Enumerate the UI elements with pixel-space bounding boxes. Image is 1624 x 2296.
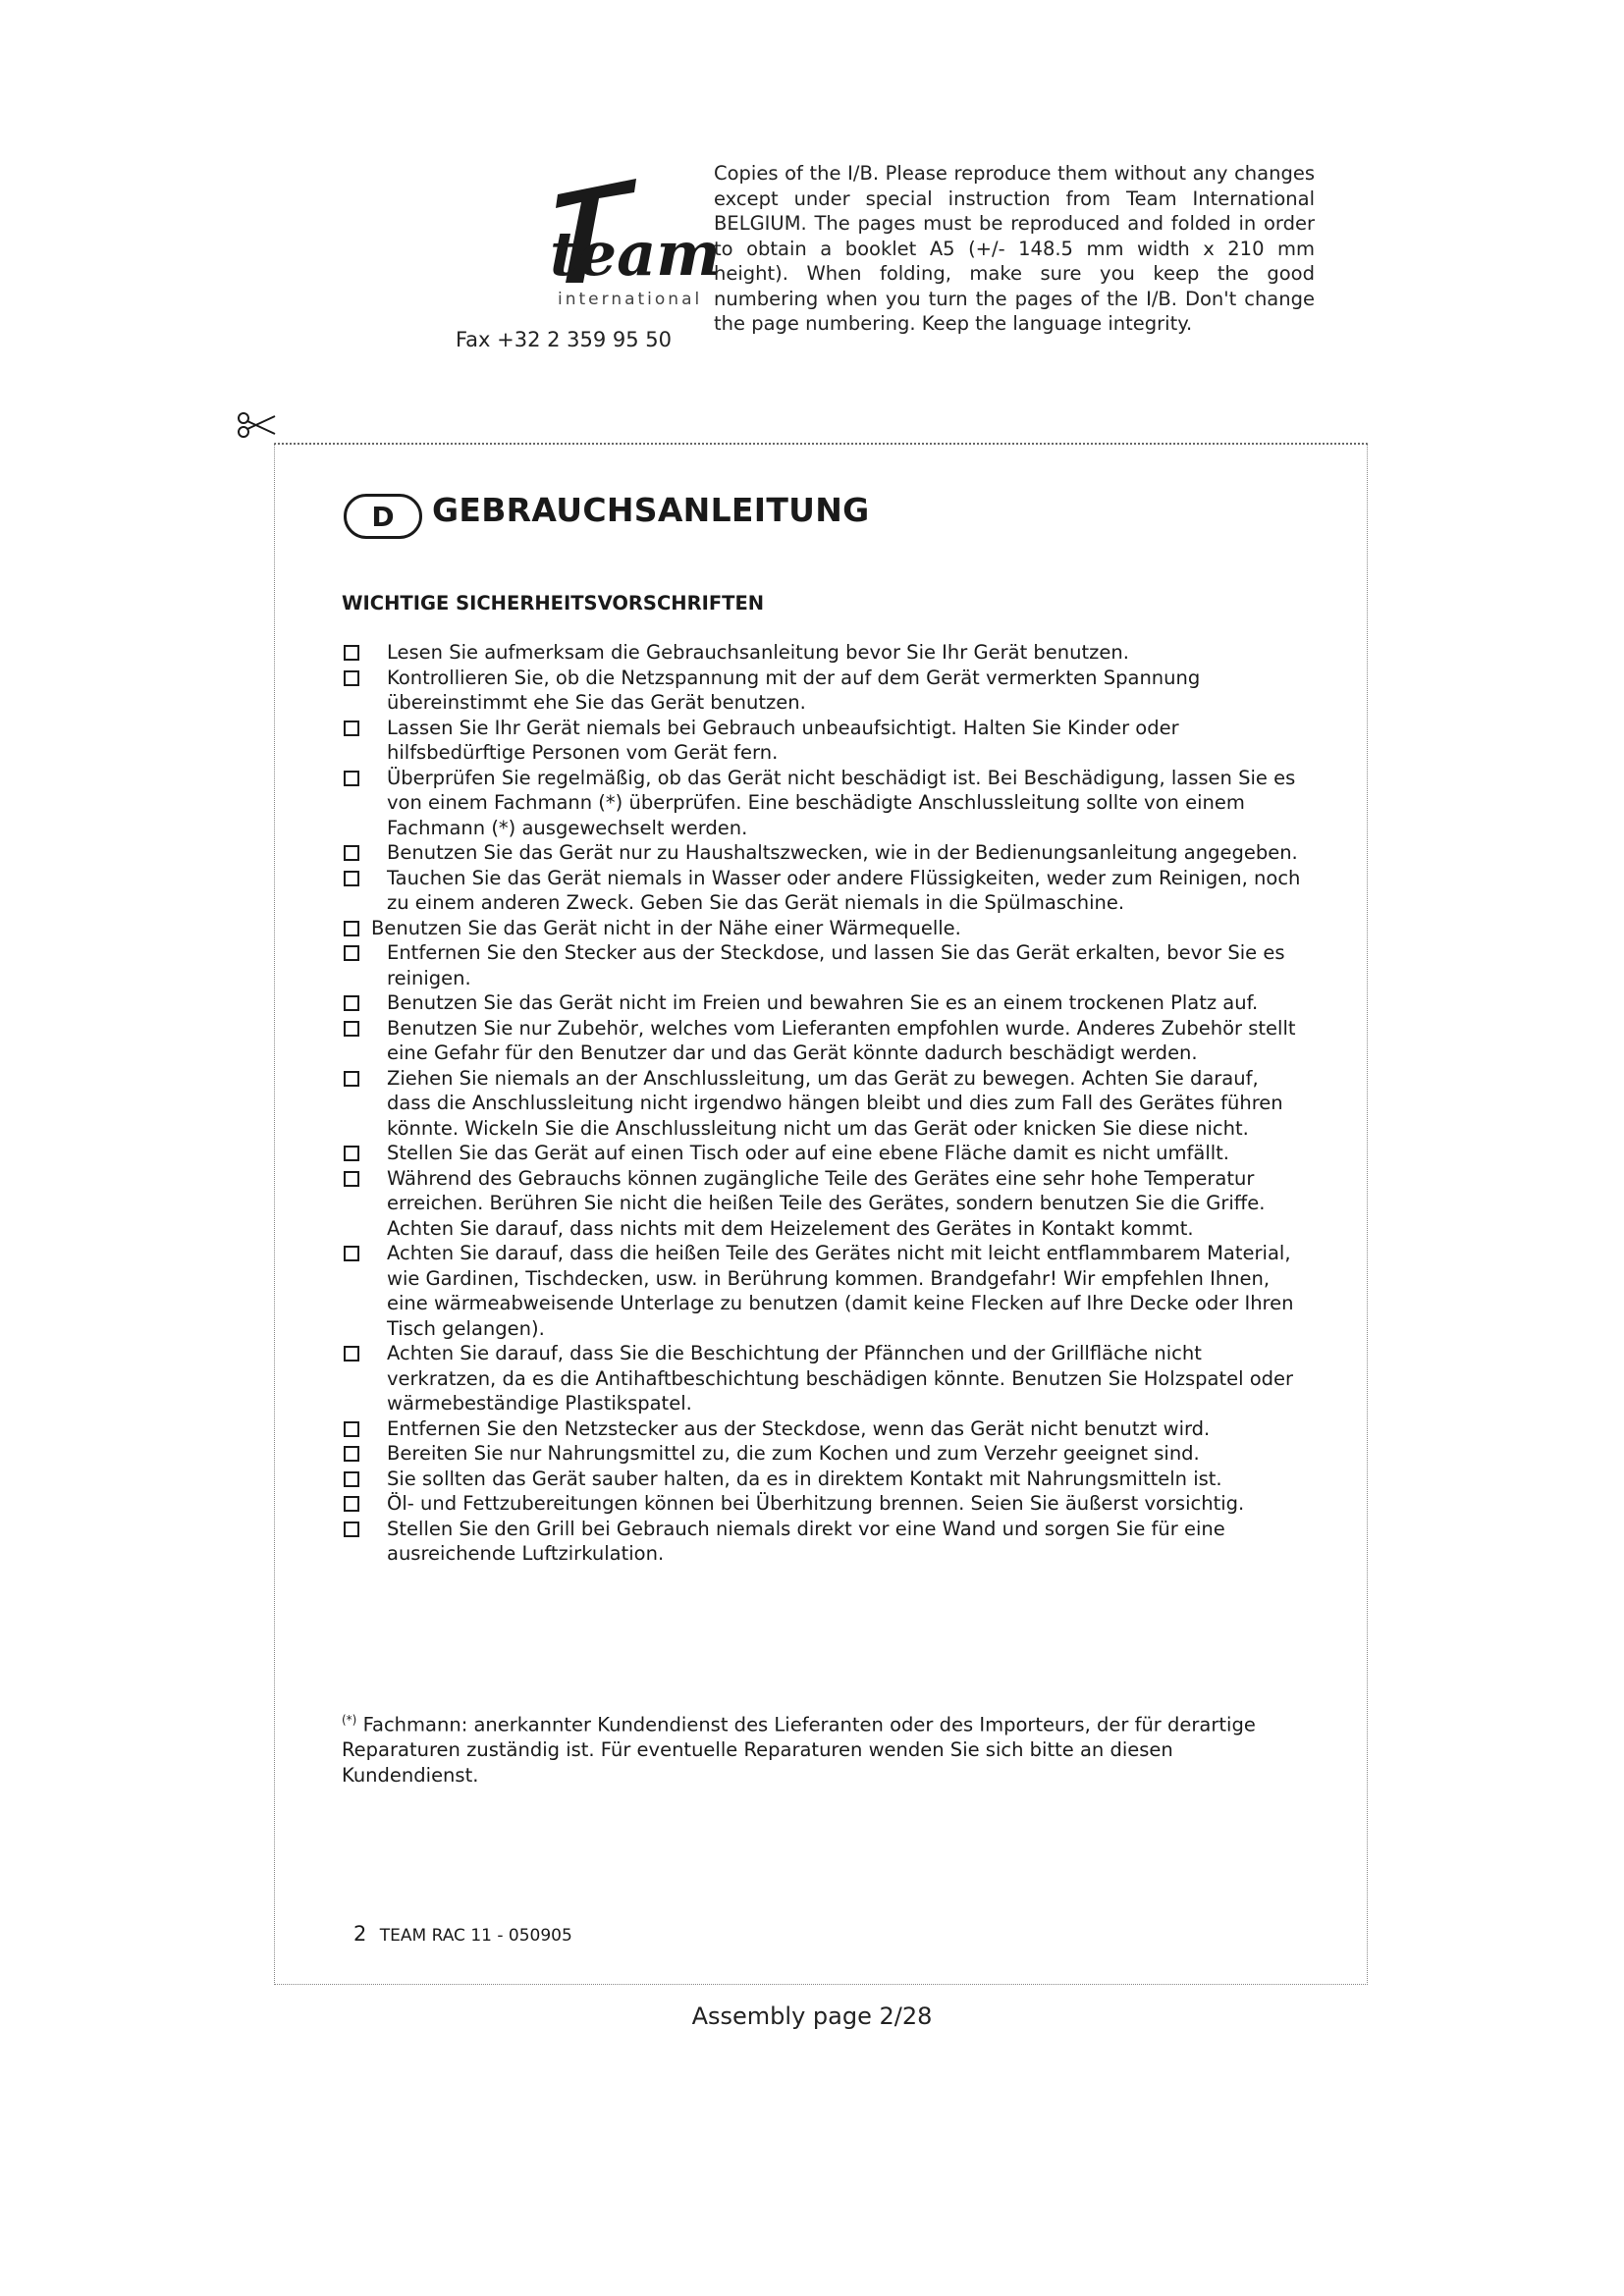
page-footer [353,1922,572,1946]
safety-rules-list [342,640,1306,1567]
checkbox-bullet-icon [344,1421,359,1437]
language-badge: D [344,494,422,539]
list-item: Entfernen Sie den Netzstecker aus der Steckdose, wenn das Gerät nicht benutzt wird. [342,1416,1306,1442]
footnote-text: Fachmann: anerkannter Kundendienst des Lieferanten oder des Importeurs, der für derartige Reparaturen zuständig ist. Für eventuelle Reparaturen wenden Sie sich bitte an diesen Kundendienst. [342,1713,1256,1787]
scissors-icon [236,410,277,440]
list-item: Während des Gebrauchs können zugängliche Teile des Gerätes eine sehr hohe Temperatur erreichen. Berühren Sie nicht die heißen Teile des Gerätes, sondern benutzen Sie die Griffe. Achten Sie darauf, dass nichts mit dem Heizelement des Gerätes in Kontakt kommt. [342,1166,1306,1242]
section-title: WICHTIGE SICHERHEITSVORSCHRIFTEN [342,592,765,614]
checkbox-bullet-icon [344,845,359,861]
checkbox-bullet-icon [344,1522,359,1537]
list-item: Öl- und Fettzubereitungen können bei Überhitzung brennen. Seien Sie äußerst vorsichtig. [342,1491,1306,1517]
checkbox-bullet-icon [344,945,359,961]
list-item: Achten Sie darauf, dass die heißen Teile des Gerätes nicht mit leicht entflammbarem Material, wie Gardinen, Tischdecken, usw. in Berührung kommen. Brandgefahr! Wir empfehlen Ihnen, eine wärmeabweisende Unterlage zu benutzen (damit keine Flecken auf Ihre Decke oder Ihren Tisch gelangen). [342,1241,1306,1341]
team-international-logo [489,157,721,314]
footnote-marker: (*) [342,1713,357,1727]
list-item: Bereiten Sie nur Nahrungsmittel zu, die zum Kochen und zum Verzehr geeignet sind. [342,1441,1306,1467]
checkbox-bullet-icon [344,1346,359,1362]
page-title: GEBRAUCHSANLEITUNG [432,491,870,529]
list-item: Stellen Sie den Grill bei Gebrauch niemals direkt vor eine Wand und sorgen Sie für eine ausreichende Luftzirkulation. [342,1517,1306,1567]
list-item: Sie sollten das Gerät sauber halten, da es in direktem Kontakt mit Nahrungsmitteln ist. [342,1467,1306,1492]
checkbox-bullet-icon [344,1446,359,1462]
list-item: Benutzen Sie nur Zubehör, welches vom Lieferanten empfohlen wurde. Anderes Zubehör stellt eine Gefahr für den Benutzer dar und das Gerät könnte dadurch beschädigt werden. [342,1016,1306,1066]
checkbox-bullet-icon [344,1146,359,1161]
list-item: Lesen Sie aufmerksam die Gebrauchsanleitung bevor Sie Ihr Gerät benutzen. [342,640,1306,666]
checkbox-bullet-icon [344,871,359,886]
checkbox-bullet-icon [344,995,359,1011]
list-item: Lassen Sie Ihr Gerät niemals bei Gebrauch unbeaufsichtigt. Halten Sie Kinder oder hilfsbedürftige Personen vom Gerät fern. [342,716,1306,766]
checkbox-bullet-icon [344,670,359,686]
list-item: Benutzen Sie das Gerät nur zu Haushaltszwecken, wie in der Bedienungsanleitung angegeben. [342,840,1306,866]
checkbox-bullet-icon [344,1021,359,1037]
list-item: Benutzen Sie das Gerät nicht im Freien und bewahren Sie es an einem trockenen Platz auf. [342,990,1306,1016]
checkbox-bullet-icon [344,771,359,786]
checkbox-bullet-icon [344,1171,359,1187]
list-item: Ziehen Sie niemals an der Anschlussleitung, um das Gerät zu bewegen. Achten Sie darauf, dass die Anschlussleitung nicht irgendwo hängen bleibt und dies zum Fall des Gerätes führen könnte. Wickeln Sie die Anschlussleitung nicht um das Gerät oder knicken Sie diese nicht. [342,1066,1306,1142]
list-item: Achten Sie darauf, dass Sie die Beschichtung der Pfännchen und der Grillfläche nicht verkratzen, da es die Antihaftbeschichtung beschädigen könnte. Benutzen Sie Holzspatel oder wärmebeständige Plastikspatel. [342,1341,1306,1416]
checkbox-bullet-icon [344,1246,359,1261]
list-item: Überprüfen Sie regelmäßig, ob das Gerät nicht beschädigt ist. Bei Beschädigung, lassen Sie es von einem Fachmann (*) überprüfen. Eine beschädigte Anschlussleitung sollte von einem Fachmann (*) ausgewechselt werden. [342,766,1306,841]
checkbox-bullet-icon [344,921,359,936]
print-instructions: Copies of the I/B. Please reproduce them without any changes except under special instruction from Team International BELGIUM. The pages must be reproduced and folded in order to obtain a booklet A5 (+/- 148.5 mm width x 210 mm height). When folding, make sure you keep the good numbering when you turn the pages of the I/B. Don't change the page numbering. Keep the language integrity. [714,162,1315,335]
svg-text:team: team [550,218,721,290]
list-item: Benutzen Sie das Gerät nicht in der Nähe einer Wärmequelle. [342,916,1306,941]
checkbox-bullet-icon [344,645,359,661]
list-item: Tauchen Sie das Gerät niemals in Wasser oder andere Flüssigkeiten, weder zum Reinigen, noch zu einem anderen Zweck. Geben Sie das Gerät niemals in die Spülmaschine. [342,866,1306,916]
list-item: Stellen Sie das Gerät auf einen Tisch oder auf eine ebene Fläche damit es nicht umfällt. [342,1141,1306,1166]
list-item: Entfernen Sie den Stecker aus der Steckdose, und lassen Sie das Gerät erkalten, bevor Sie es reinigen. [342,940,1306,990]
page-number: 2 [353,1922,367,1946]
checkbox-bullet-icon [344,1471,359,1487]
checkbox-bullet-icon [344,1496,359,1512]
svg-text:international: international [558,290,703,309]
model-code: TEAM RAC 11 - 050905 [379,1926,572,1946]
list-item: Kontrollieren Sie, ob die Netzspannung mit der auf dem Gerät vermerkten Spannung übereinstimmt ehe Sie das Gerät benutzen. [342,666,1306,716]
checkbox-bullet-icon [344,1071,359,1087]
checkbox-bullet-icon [344,721,359,736]
assembly-page-label: Assembly page 2/28 [691,2002,933,2030]
footnote [342,1708,1265,1788]
fax-number: Fax +32 2 359 95 50 [456,328,673,351]
